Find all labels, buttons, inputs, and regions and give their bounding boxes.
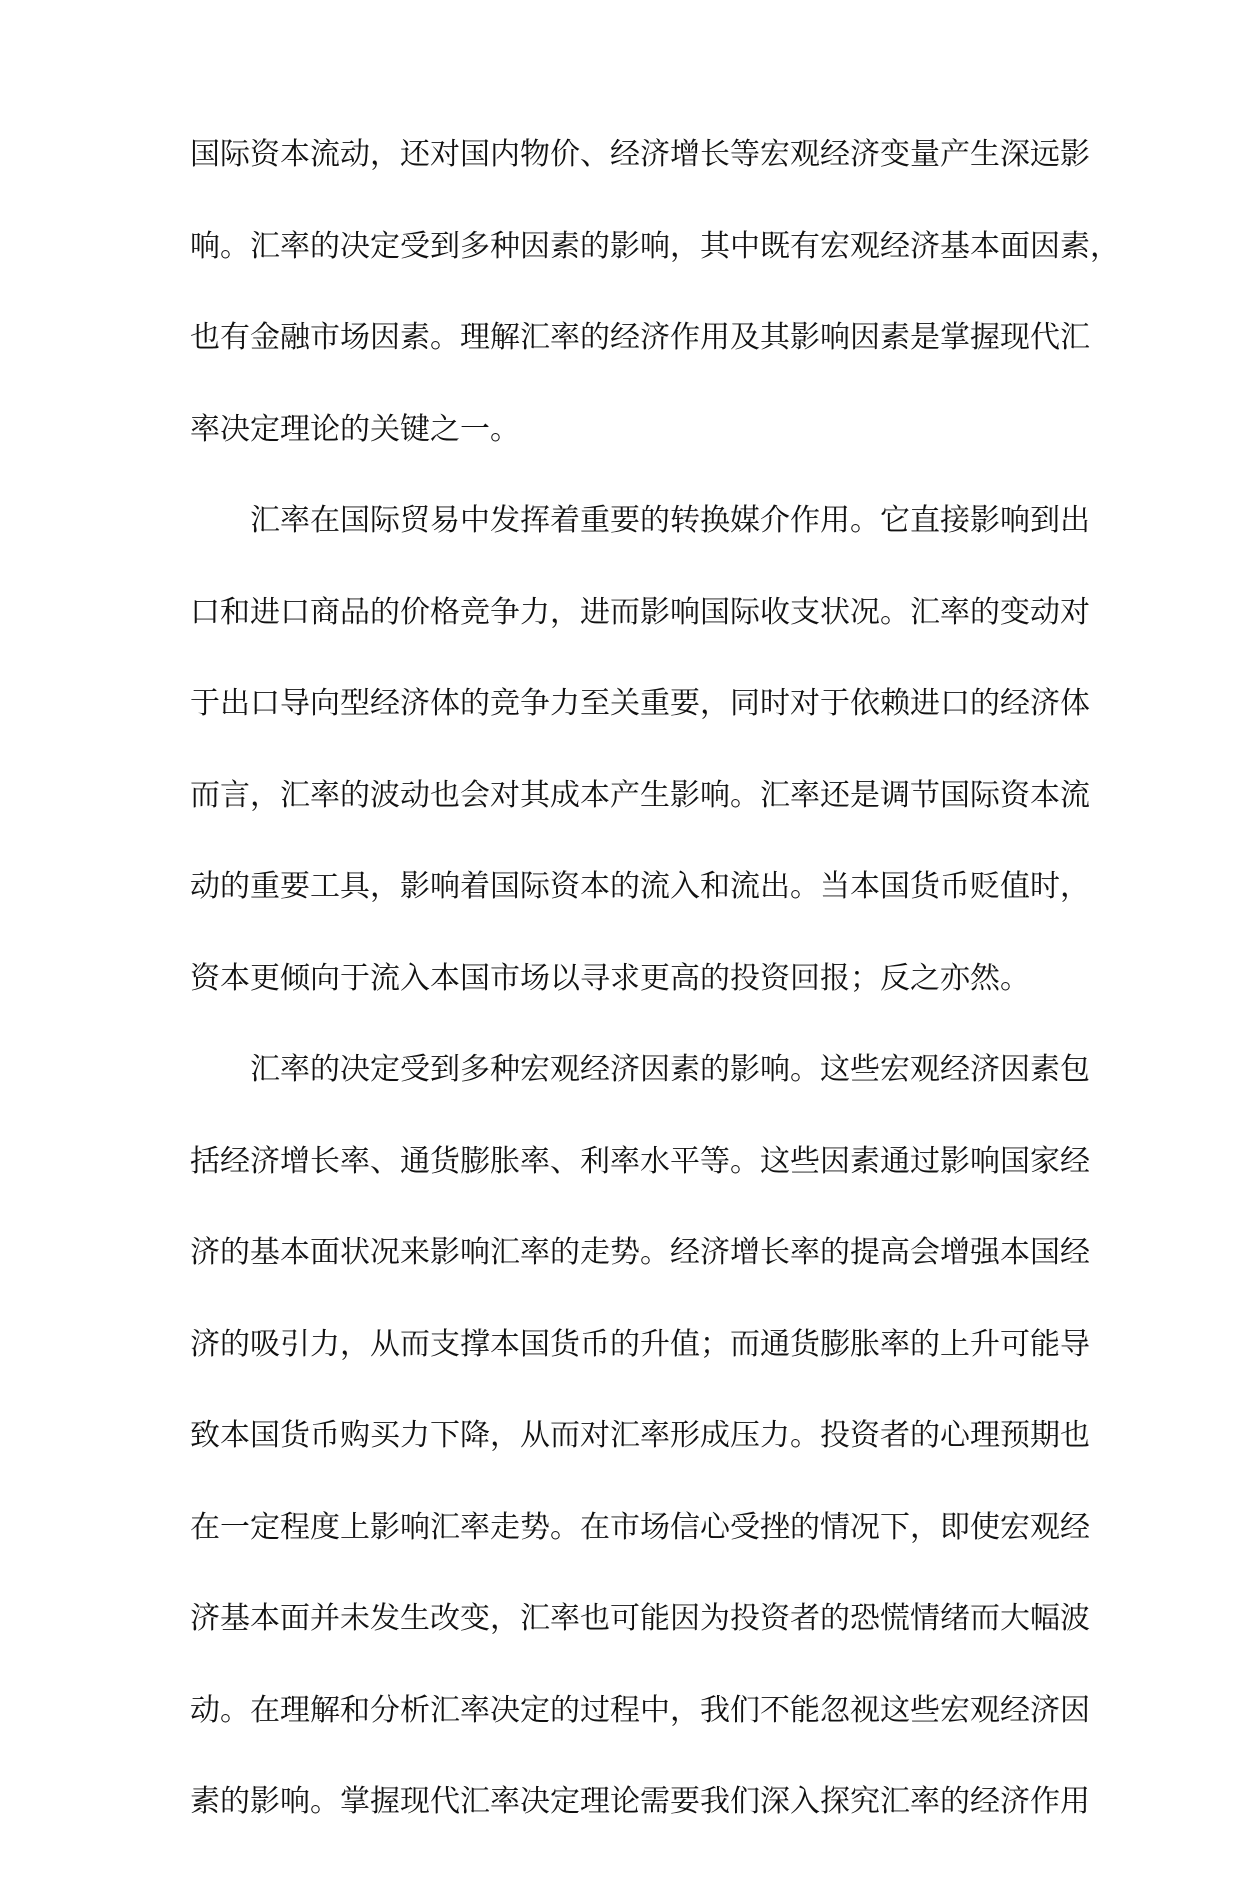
body-text xyxy=(190,137,1120,1879)
paragraph-first-line: 汇率在国际贸易中发挥着重要的转换媒介作用。它直接影响到出 xyxy=(250,503,1090,538)
text-line: 动的重要工具，影响着国际资本的流入和流出。当本国货币贬值时， xyxy=(190,869,1090,904)
text-line: 而言，汇率的波动也会对其成本产生影响。汇率还是调节国际资本流 xyxy=(190,777,1090,813)
text-line: 率决定理论的关键之一。 xyxy=(190,411,520,447)
text-line: 动。在理解和分析汇率决定的过程中，我们不能忽视这些宏观经济因 xyxy=(190,1692,1090,1728)
text-line: 也有金融市场因素。理解汇率的经济作用及其影响因素是掌握现代汇 xyxy=(190,320,1090,355)
text-line: 口和进口商品的价格竞争力，进而影响国际收支状况。汇率的变动对 xyxy=(190,594,1090,630)
text-line: 响。汇率的决定受到多种因素的影响，其中既有宏观经济基本面因素， xyxy=(190,228,1120,264)
text-line: 济的吸引力，从而支撑本国货币的升值；而通货膨胀率的上升可能导 xyxy=(190,1326,1090,1362)
text-line: 致本国货币购买力下降，从而对汇率形成压力。投资者的心理预期也 xyxy=(190,1418,1090,1453)
text-line: 国际资本流动，还对国内物价、经济增长等宏观经济变量产生深远影 xyxy=(190,137,1090,172)
text-line: 于出口导向型经济体的竞争力至关重要，同时对于依赖进口的经济体 xyxy=(190,686,1090,721)
text-line: 资本更倾向于流入本国市场以寻求更高的投资回报；反之亦然。 xyxy=(190,960,1030,996)
text-line: 济的基本面状况来影响汇率的走势。经济增长率的提高会增强本国经 xyxy=(190,1235,1090,1270)
text-line: 素的影响。掌握现代汇率决定理论需要我们深入探究汇率的经济作用 xyxy=(190,1784,1090,1819)
text-line: 济基本面并未发生改变，汇率也可能因为投资者的恐慌情绪而大幅波 xyxy=(190,1601,1090,1636)
text-line: 在一定程度上影响汇率走势。在市场信心受挫的情况下，即使宏观经 xyxy=(190,1509,1090,1545)
text-line: 括经济增长率、通货膨胀率、利率水平等。这些因素通过影响国家经 xyxy=(190,1143,1090,1179)
paragraph-first-line: 汇率的决定受到多种宏观经济因素的影响。这些宏观经济因素包 xyxy=(250,1052,1090,1087)
